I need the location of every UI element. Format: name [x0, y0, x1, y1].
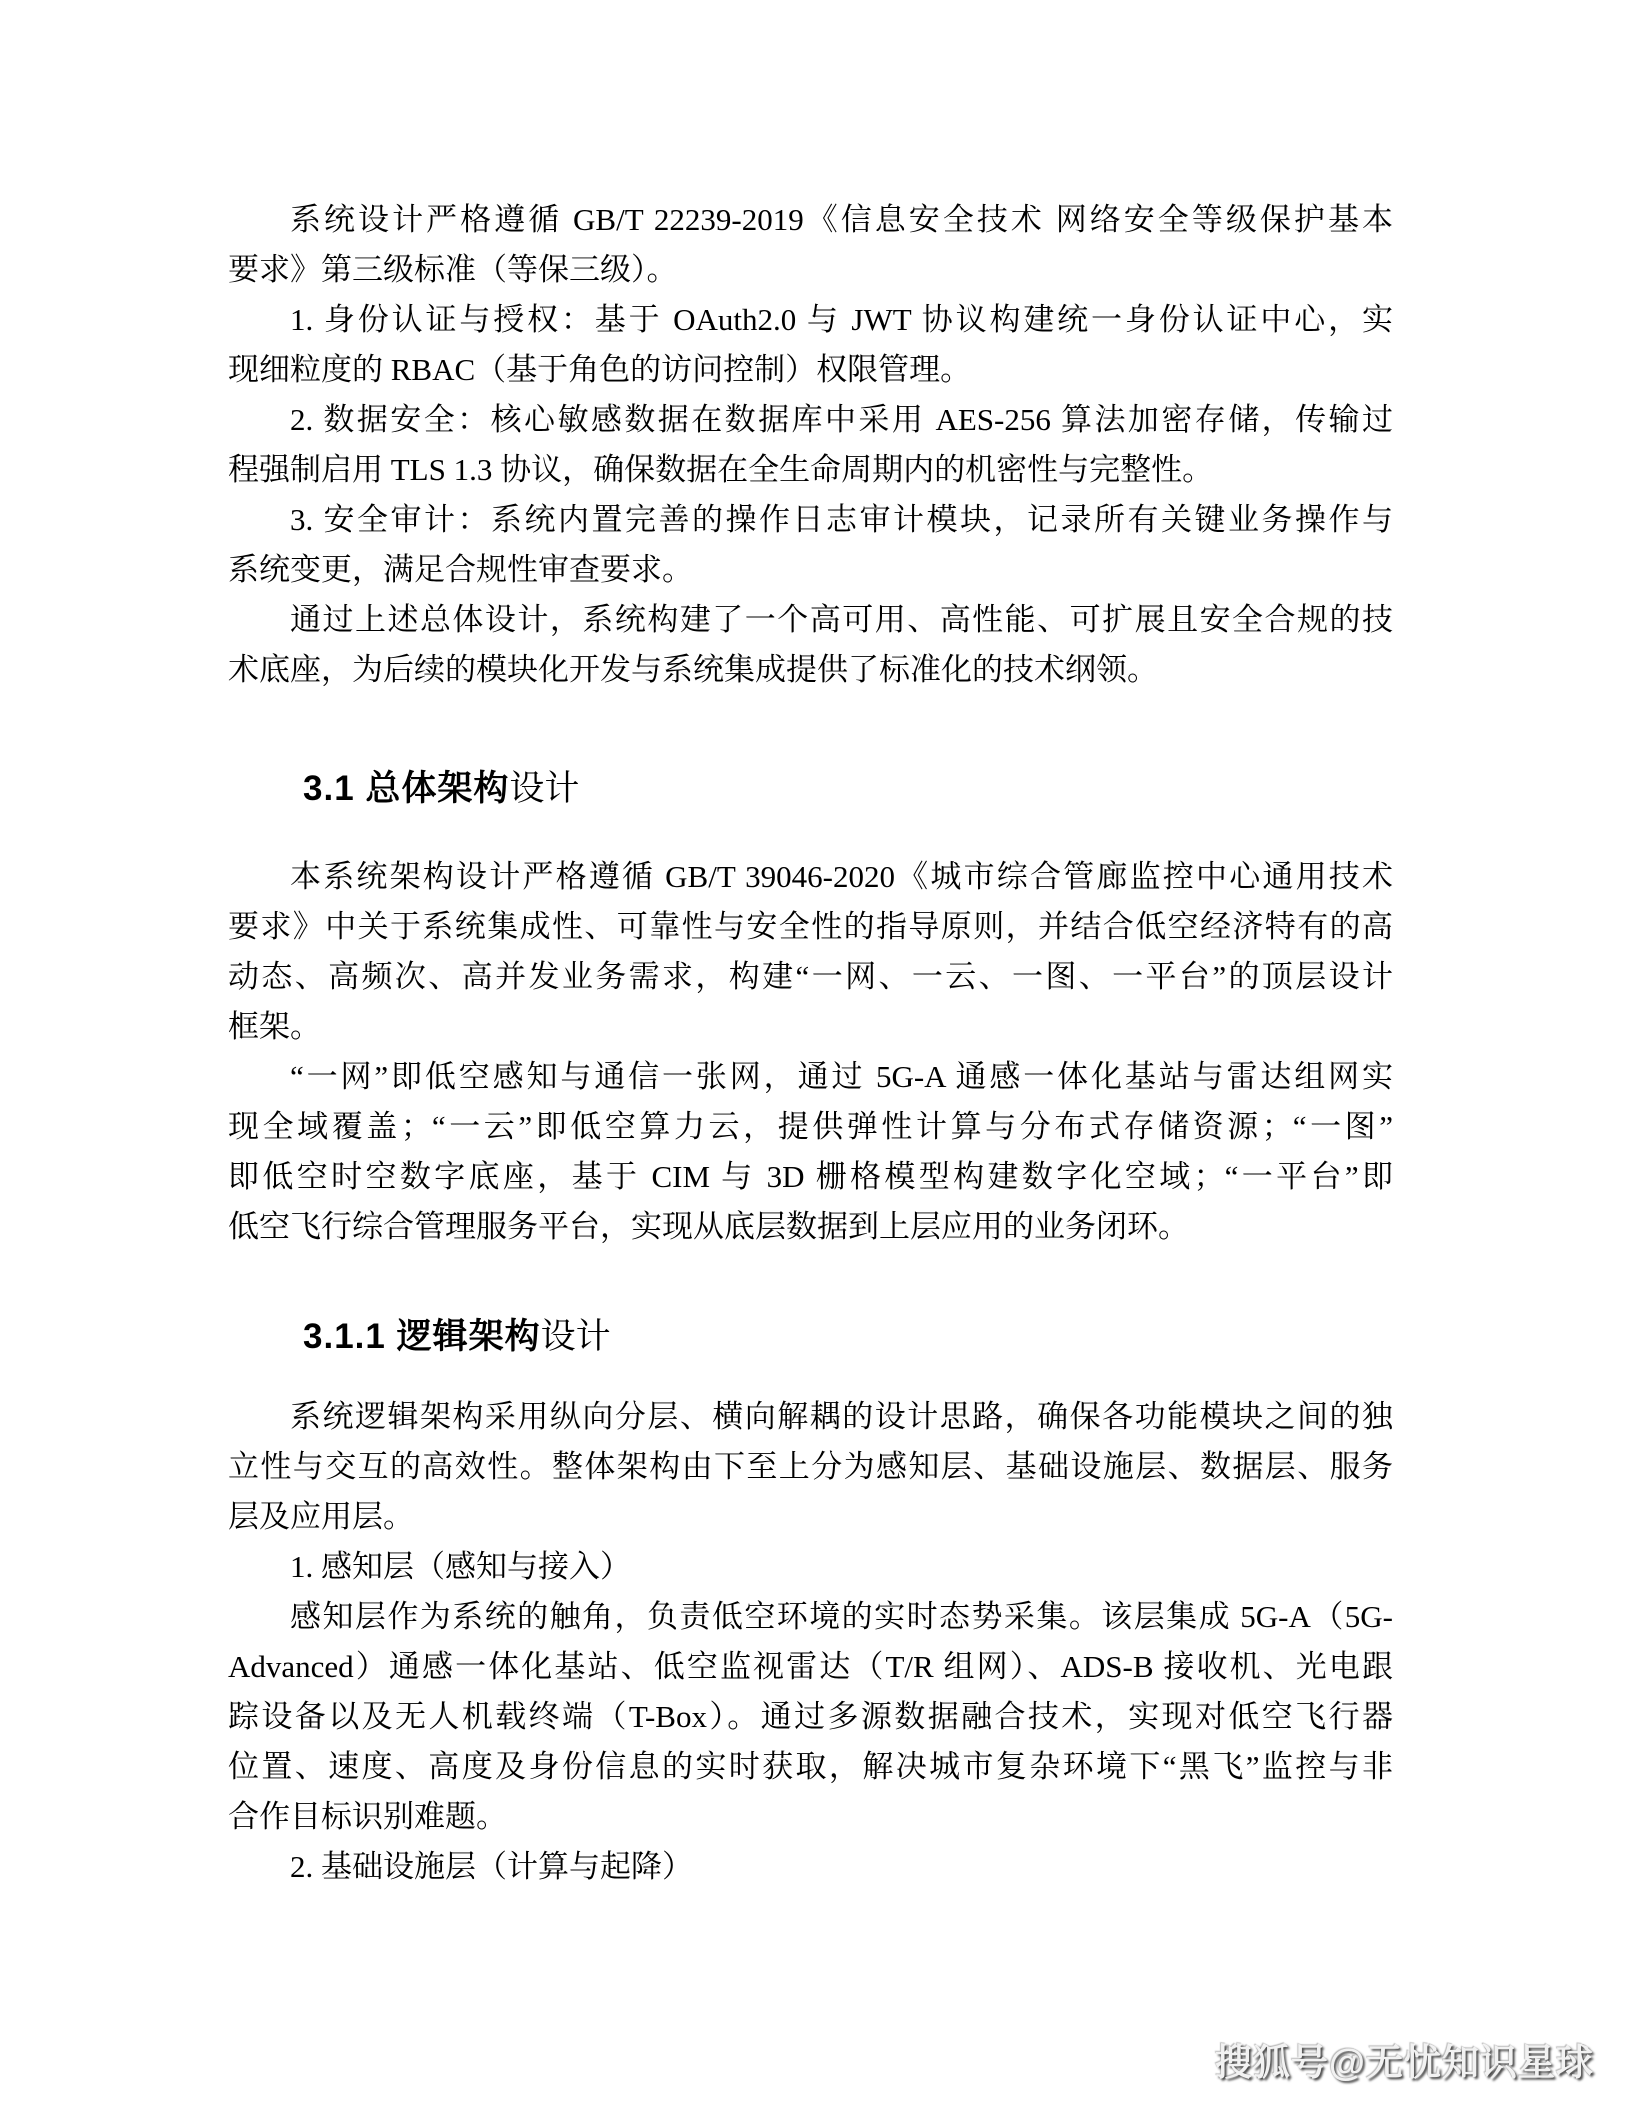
para-overall-summary-line: 术底座，为后续的模块化开发与系统集成提供了标准化的技术纲领。 — [228, 652, 1158, 687]
para-security-standard-line: 系统设计严格遵循 GB/T 22239-2019《信息安全技术 网络安全等级保护基本 — [290, 202, 1393, 237]
para-item-1-authentication — [228, 295, 1393, 395]
heading-3-1-1-number-and-title: 3.1.1 逻辑架构 — [303, 1317, 541, 1356]
para-item-3-audit-line: 系统变更，满足合规性审查要求。 — [228, 552, 693, 587]
para-one-network-cloud-map-platform-line: 现全域覆盖；“一云”即低空算力云，提供弹性计算与分布式存储资源；“一图” — [228, 1109, 1393, 1144]
para-one-network-cloud-map-platform-line: 低空飞行综合管理服务平台，实现从底层数据到上层应用的业务闭环。 — [228, 1209, 1189, 1244]
para-layer-2-title — [228, 1842, 1393, 1892]
para-logical-architecture-line: 系统逻辑架构采用纵向分层、横向解耦的设计思路，确保各功能模块之间的独 — [290, 1399, 1393, 1434]
para-item-3-audit-line: 3. 安全审计：系统内置完善的操作日志审计模块，记录所有关键业务操作与 — [290, 502, 1393, 537]
para-item-2-data-security-line: 程强制启用 TLS 1.3 协议，确保数据在全生命周期内的机密性与完整性。 — [228, 452, 1214, 487]
para-item-2-data-security-line: 2. 数据安全：核心敏感数据在数据库中采用 AES-256 算法加密存储，传输过 — [290, 402, 1393, 437]
heading-3-1-number-and-title: 3.1 总体架构 — [303, 769, 510, 808]
para-perception-layer — [228, 1592, 1393, 1842]
para-item-3-audit — [228, 495, 1393, 595]
para-one-network-cloud-map-platform — [228, 1052, 1393, 1252]
heading-3-1-1-title-suffix: 设计 — [540, 1317, 611, 1356]
para-security-standard-line: 要求》第三级标准（等保三级）。 — [228, 252, 678, 287]
heading-3-1-1 — [303, 1312, 1393, 1362]
para-perception-layer-line: 合作目标识别难题。 — [228, 1799, 507, 1834]
para-item-1-authentication-line: 1. 身份认证与授权：基于 OAuth2.0 与 JWT 协议构建统一身份认证中心，实 — [290, 302, 1393, 337]
para-architecture-standard-line: 框架。 — [228, 1009, 321, 1044]
para-logical-architecture-line: 立性与交互的高效性。整体架构由下至上分为感知层、基础设施层、数据层、服务 — [228, 1449, 1393, 1484]
para-one-network-cloud-map-platform-line: “一网”即低空感知与通信一张网，通过 5G-A 通感一体化基站与雷达组网实 — [290, 1059, 1393, 1094]
para-architecture-standard-line: 本系统架构设计严格遵循 GB/T 39046-2020《城市综合管廊监控中心通用技术 — [290, 859, 1393, 894]
para-layer-2-title-line: 2. 基础设施层（计算与起降） — [290, 1849, 693, 1884]
para-architecture-standard-line: 要求》中关于系统集成性、可靠性与安全性的指导原则，并结合低空经济特有的高 — [228, 909, 1393, 944]
heading-3-1-title-suffix: 设计 — [509, 769, 580, 808]
para-overall-summary-line: 通过上述总体设计，系统构建了一个高可用、高性能、可扩展且安全合规的技 — [290, 602, 1393, 637]
para-perception-layer-line: 感知层作为系统的触角，负责低空环境的实时态势采集。该层集成 5G-A（5G- — [290, 1599, 1393, 1634]
document-body — [228, 195, 1393, 1892]
para-logical-architecture-line: 层及应用层。 — [228, 1499, 414, 1534]
heading-3-1 — [303, 764, 1393, 814]
para-item-2-data-security — [228, 395, 1393, 495]
para-one-network-cloud-map-platform-line: 即低空时空数字底座，基于 CIM 与 3D 栅格模型构建数字化空域；“一平台”即 — [228, 1159, 1393, 1194]
para-overall-summary — [228, 595, 1393, 695]
watermark: 搜狐号@无忧知识星球 — [1214, 2042, 1594, 2083]
para-perception-layer-line: Advanced）通感一体化基站、低空监视雷达（T/R 组网）、ADS-B 接收机、光电跟 — [228, 1649, 1393, 1684]
para-logical-architecture — [228, 1392, 1393, 1542]
para-security-standard — [228, 195, 1393, 295]
para-perception-layer-line: 踪设备以及无人机载终端（T-Box）。通过多源数据融合技术，实现对低空飞行器 — [228, 1699, 1393, 1734]
para-architecture-standard-line: 动态、高频次、高并发业务需求，构建“一网、一云、一图、一平台”的顶层设计 — [228, 959, 1393, 994]
para-perception-layer-line: 位置、速度、高度及身份信息的实时获取，解决城市复杂环境下“黑飞”监控与非 — [228, 1749, 1393, 1784]
para-item-1-authentication-line: 现细粒度的 RBAC（基于角色的访问控制）权限管理。 — [228, 352, 972, 387]
para-architecture-standard — [228, 852, 1393, 1052]
para-layer-1-title-line: 1. 感知层（感知与接入） — [290, 1549, 631, 1584]
para-layer-1-title — [228, 1542, 1393, 1592]
